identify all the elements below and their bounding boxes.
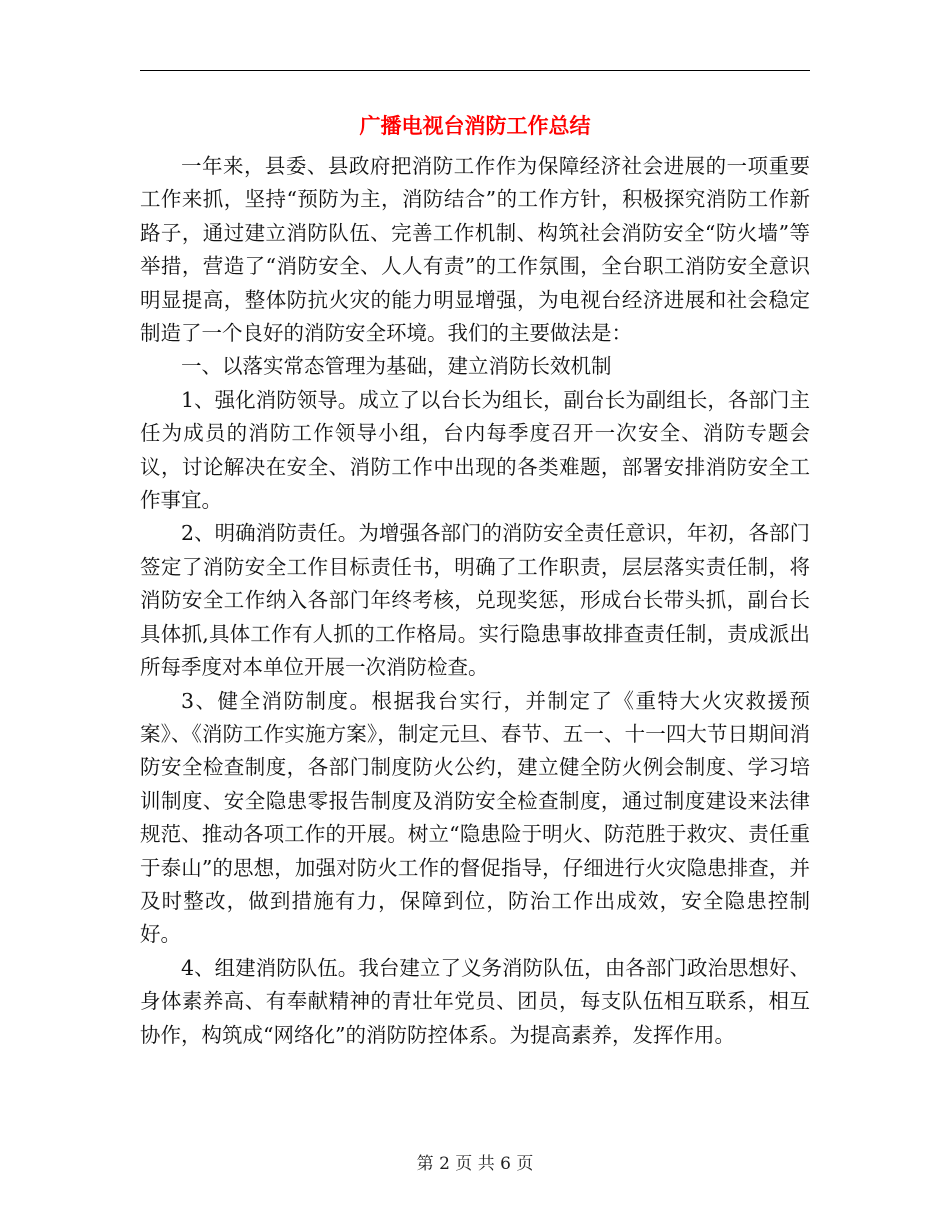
section-heading: 一、以落实常态管理为基础，建立消防长效机制	[181, 354, 612, 379]
document-title: 广播电视台消防工作总结	[359, 113, 591, 138]
header-rule	[140, 70, 810, 71]
page-number-footer: 第 2 页 共 6 页	[416, 1154, 534, 1174]
paragraph-item-1: 1、强化消防领导。成立了以台长为组长，副台长为副组长，各部门主任为成员的消防工作领导小组，台内每季度召开一次安全、消防专题会议，讨论解决在安全、消防工作中出现的各类难题，部署安排消防安全工作事宜。	[140, 387, 810, 513]
paragraph-intro: 一年来，县委、县政府把消防工作作为保障经济社会进展的一项重要工作来抓，坚持“预防为主，消防结合”的工作方针，积极探究消防工作新路子，通过建立消防队伍、完善工作机制、构筑社会消防安全“防火墙”等举措，营造了“消防安全、人人有责”的工作氛围，全台职工消防安全意识明显提高，整体防抗火灾的能力明显增强，为电视台经济进展和社会稳定制造了一个良好的消防安全环境。我们的主要做法是：	[140, 154, 810, 346]
paragraph-item-3: 3、健全消防制度。根据我台实行，并制定了《重特大火灾救援预案》、《消防工作实施方案》，制定元旦、春节、五一、十一四大节日期间消防安全检查制度，各部门制度防火公约，建立健全防火例会制度、学习培训制度、安全隐患零报告制度及消防安全检查制度，通过制度建设来法律规范、推动各项工作的开展。树立“隐患险于明火、防范胜于救灾、责任重于泰山”的思想，加强对防火工作的督促指导，仔细进行火灾隐患排查，并及时整改，做到措施有力，保障到位，防治工作出成效，安全隐患控制好。	[140, 688, 810, 947]
document-body	[140, 150, 810, 1052]
paragraph-item-4: 4、组建消防队伍。我台建立了义务消防队伍，由各部门政治思想好、身体素养高、有奉献精神的青壮年党员、团员，每支队伍相互联系，相互协作，构筑成“网络化”的消防防控体系。为提高素养，发挥作用。	[140, 955, 810, 1047]
paragraph-item-2: 2、明确消防责任。为增强各部门的消防安全责任意识，年初，各部门签定了消防安全工作目标责任书，明确了工作职责，层层落实责任制，将消防安全工作纳入各部门年终考核，兑现奖惩，形成台长带头抓，副台长具体抓,具体工作有人抓的工作格局。实行隐患事故排查责任制，责成派出所每季度对本单位开展一次消防检查。	[140, 521, 810, 680]
